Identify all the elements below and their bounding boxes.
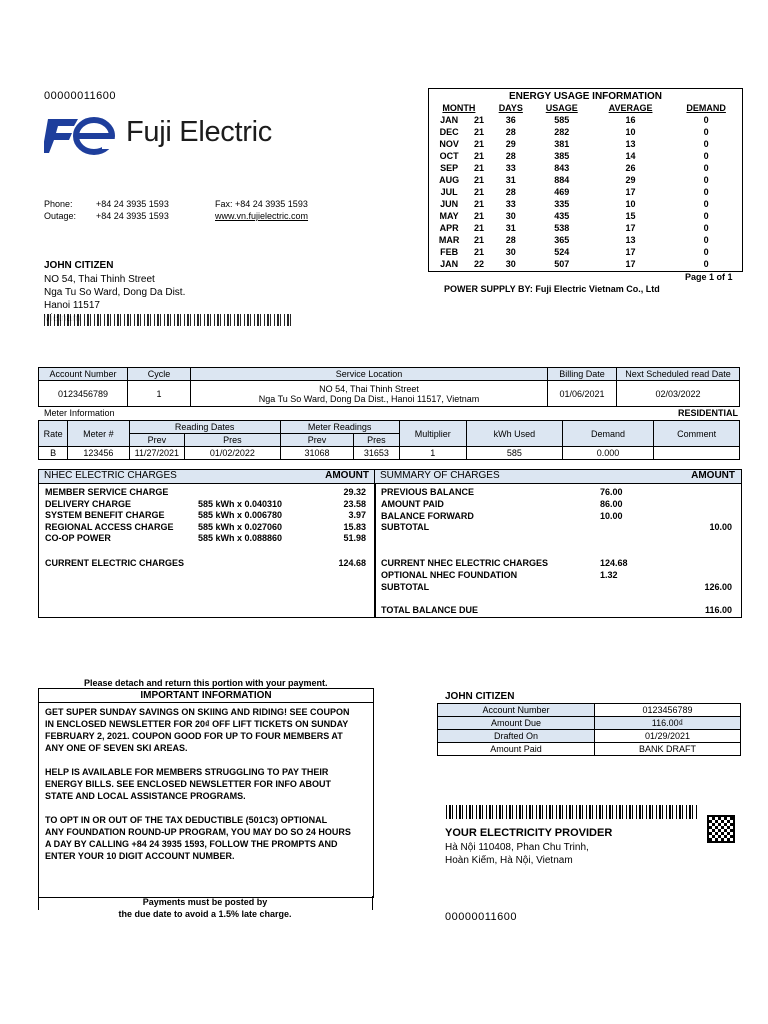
meter-info-label: Meter Information — [44, 408, 115, 418]
subtotal-1-value: 10.00 — [709, 522, 732, 532]
col-month: MONTH — [442, 103, 476, 113]
important-info-assistance — [45, 766, 367, 802]
usage-days: 30 — [505, 211, 516, 221]
fuji-electric-logo-icon — [44, 117, 116, 155]
charge-amount: 15.83 — [343, 521, 366, 532]
usage-row — [429, 150, 742, 162]
comment-value — [654, 447, 740, 460]
subtotal-2-label: SUBTOTAL — [381, 582, 430, 592]
meter-table — [38, 420, 740, 460]
usage-kwh: 585 — [554, 115, 570, 125]
phone-number: +84 24 3935 1593 — [96, 199, 169, 209]
usage-average: 26 — [625, 163, 636, 173]
col-usage: USAGE — [545, 103, 578, 113]
important-info-line: ANY FOUNDATION ROUND-UP PROGRAM, YOU MAY DO SO 24 HOURS — [45, 827, 351, 837]
stub-drafted-value: 01/29/2021 — [595, 730, 741, 743]
service-location: NO 54, Thai Thinh Street Nga Tu So Ward, Dong Da Dist., Hanoi 11517, Vietnam — [191, 381, 548, 407]
balance-forward-value: 10.00 — [600, 511, 623, 521]
usage-average: 29 — [625, 175, 636, 185]
reading-date-prev: 11/27/2021 — [129, 447, 184, 460]
charge-amount: 3.97 — [348, 510, 366, 520]
usage-year: 21 — [474, 187, 485, 197]
usage-row — [429, 222, 742, 234]
usage-month: MAY — [439, 211, 459, 221]
hdr-service-location: Service Location — [191, 368, 548, 381]
provider-address-line2: Hoàn Kiếm, Hà Nội, Vietnam — [445, 855, 573, 866]
amount-paid-value: 86.00 — [600, 499, 623, 509]
usage-days: 29 — [505, 139, 516, 149]
usage-kwh: 385 — [554, 151, 570, 161]
electric-charges-amount-header: AMOUNT — [325, 470, 369, 481]
usage-month: OCT — [439, 151, 459, 161]
charge-label: DELIVERY CHARGE — [45, 498, 132, 509]
next-read-date: 02/03/2022 — [617, 381, 740, 407]
important-info-line: TO OPT IN OR OUT OF THE TAX DEDUCTIBLE (501C3) OPTIONAL — [45, 815, 328, 825]
document-number-bottom: 00000011600 — [445, 911, 517, 923]
usage-days: 31 — [505, 175, 516, 185]
hdr-meter-no: Meter # — [68, 421, 129, 447]
summary-amount-header: AMOUNT — [691, 470, 735, 481]
charge-calc: 585 kWh x 0.040310 — [198, 498, 283, 509]
hdr-meter-readings: Meter Readings — [280, 421, 399, 434]
usage-year: 21 — [474, 127, 485, 137]
hdr-reading-dates: Reading Dates — [129, 421, 280, 434]
usage-days: 28 — [505, 235, 516, 245]
usage-days: 28 — [505, 151, 516, 161]
usage-row — [429, 174, 742, 186]
usage-row — [429, 198, 742, 210]
qr-code-icon — [707, 815, 735, 843]
hdr-demand: Demand — [562, 421, 654, 447]
usage-days: 30 — [505, 247, 516, 257]
usage-kwh: 282 — [554, 127, 570, 137]
usage-row — [429, 234, 742, 246]
reading-pres: 31653 — [354, 447, 399, 460]
meter-number: 123456 — [68, 447, 129, 460]
hdr-kwh-used: kWh Used — [467, 421, 563, 447]
charge-calc: 585 kWh x 0.027060 — [198, 521, 283, 532]
usage-month: JAN — [440, 259, 459, 269]
energy-usage-title: ENERGY USAGE INFORMATION — [509, 91, 662, 102]
stub-account-label: Account Number — [438, 704, 595, 717]
usage-month: NOV — [439, 139, 459, 149]
current-nhec-value: 124.68 — [600, 558, 628, 568]
important-info-line: ANY ONE OF SEVEN SKI AREAS. — [45, 743, 188, 753]
usage-days: 36 — [505, 115, 516, 125]
divider-right — [372, 896, 373, 910]
usage-row — [429, 246, 742, 258]
usage-kwh: 365 — [554, 235, 570, 245]
usage-average: 15 — [625, 211, 636, 221]
usage-year: 21 — [474, 175, 485, 185]
customer-name: JOHN CITIZEN — [44, 260, 114, 271]
summary-title: SUMMARY OF CHARGES — [380, 470, 500, 481]
usage-kwh: 507 — [554, 259, 570, 269]
usage-year: 21 — [474, 199, 485, 209]
usage-demand: 0 — [703, 139, 709, 149]
document-number-top: 00000011600 — [44, 90, 116, 102]
usage-kwh: 538 — [554, 223, 570, 233]
usage-average: 13 — [625, 139, 636, 149]
usage-row — [429, 114, 742, 126]
energy-usage-table — [429, 102, 742, 270]
usage-row — [429, 126, 742, 138]
hdr-billing-date: Billing Date — [548, 368, 617, 381]
charge-label: CO-OP POWER — [45, 533, 111, 543]
usage-average: 17 — [625, 247, 636, 257]
usage-kwh: 843 — [554, 163, 570, 173]
rate-value: B — [39, 447, 68, 460]
balance-forward-label: BALANCE FORWARD — [381, 511, 474, 521]
usage-demand: 0 — [703, 151, 709, 161]
usage-demand: 0 — [703, 235, 709, 245]
important-info-line: FEBRUARY 2, 2021. COUPON GOOD FOR UP TO FOUR MEMBERS AT — [45, 731, 343, 741]
usage-month: APR — [439, 223, 459, 233]
amount-paid-label: AMOUNT PAID — [381, 499, 444, 509]
brand-name: Fuji Electric — [126, 116, 272, 148]
customer-address-line1: NO 54, Thai Thinh Street — [44, 274, 155, 285]
usage-average: 13 — [625, 235, 636, 245]
payment-note-1: Payments must be posted by — [142, 897, 268, 907]
payment-note-2: the due date to avoid a 1.5% late charge. — [118, 909, 292, 919]
usage-year: 21 — [474, 151, 485, 161]
hdr-comment: Comment — [654, 421, 740, 447]
provider-barcode — [446, 805, 698, 819]
usage-kwh: 435 — [554, 211, 570, 221]
usage-days: 33 — [505, 199, 516, 209]
important-info-title: IMPORTANT INFORMATION — [39, 689, 373, 703]
usage-year: 21 — [474, 115, 485, 125]
account-number: 0123456789 — [39, 381, 128, 407]
reading-date-pres: 01/02/2022 — [185, 447, 281, 460]
account-table — [38, 367, 740, 407]
usage-month: JUL — [440, 187, 458, 197]
charge-amount: 51.98 — [343, 533, 366, 543]
important-info-line: ENERGY BILLS. SEE ENCLOSED NEWSLETTER FOR INFO ABOUT — [45, 779, 332, 789]
fax-number: Fax: +84 24 3935 1593 — [215, 199, 308, 209]
stub-account-value: 0123456789 — [595, 704, 741, 717]
provider-address-line1: Hà Nội 110408, Phan Chu Trinh, — [445, 842, 589, 853]
optional-foundation-value: 1.32 — [600, 570, 618, 580]
electric-charges-title: NHEC ELECTRIC CHARGES — [44, 470, 177, 481]
usage-demand: 0 — [703, 175, 709, 185]
usage-kwh: 381 — [554, 139, 570, 149]
important-info-ski — [45, 706, 367, 754]
usage-kwh: 335 — [554, 199, 570, 209]
usage-average: 17 — [625, 187, 636, 197]
important-info-line: HELP IS AVAILABLE FOR MEMBERS STRUGGLING TO PAY THEIR — [45, 767, 329, 777]
charge-label: REGIONAL ACCESS CHARGE — [45, 521, 174, 532]
usage-average: 14 — [625, 151, 636, 161]
charge-calc: 585 kWh x 0.088860 — [198, 533, 283, 543]
important-info-line: GET SUPER SUNDAY SAVINGS ON SKIING AND RIDING! SEE COUPON — [45, 707, 350, 717]
total-due-label: TOTAL BALANCE DUE — [381, 605, 479, 615]
cycle-value: 1 — [128, 381, 191, 407]
usage-days: 28 — [505, 127, 516, 137]
stub-customer-name: JOHN CITIZEN — [445, 691, 515, 702]
hdr-rate: Rate — [39, 421, 68, 447]
stub-amount-paid-value: BANK DRAFT — [595, 743, 741, 756]
usage-month: DEC — [439, 127, 459, 137]
usage-kwh: 884 — [554, 175, 570, 185]
current-nhec-label: CURRENT NHEC ELECTRIC CHARGES — [381, 558, 549, 568]
usage-demand: 0 — [703, 259, 709, 269]
usage-year: 22 — [474, 259, 485, 269]
usage-kwh: 469 — [554, 187, 570, 197]
hdr-multiplier: Multiplier — [399, 421, 466, 447]
usage-row — [429, 138, 742, 150]
usage-demand: 0 — [703, 163, 709, 173]
stub-amount-paid-label: Amount Paid — [438, 743, 595, 756]
customer-address-line2: Nga Tu So Ward, Dong Da Dist. — [44, 287, 186, 298]
usage-month: SEP — [440, 163, 459, 173]
charge-label: MEMBER SERVICE CHARGE — [45, 487, 169, 497]
usage-days: 31 — [505, 223, 516, 233]
usage-average: 17 — [625, 223, 636, 233]
outage-label: Outage: — [44, 211, 77, 221]
usage-average: 16 — [625, 115, 636, 125]
demand-value: 0.000 — [562, 447, 654, 460]
stub-amount-due-label: Amount Due — [438, 717, 595, 730]
current-charges-label: CURRENT ELECTRIC CHARGES — [45, 558, 185, 568]
website-link[interactable]: www.vn.fujielectric.com — [215, 211, 309, 221]
reading-prev: 31068 — [280, 447, 354, 460]
important-info-line: STATE AND LOCAL ASSISTANCE PROGRAMS. — [45, 791, 246, 801]
previous-balance-label: PREVIOUS BALANCE — [381, 487, 475, 497]
usage-year: 21 — [474, 211, 485, 221]
usage-month: JUN — [440, 199, 459, 209]
power-supply-note: POWER SUPPLY BY: Fuji Electric Vietnam Co., Ltd — [444, 284, 660, 294]
usage-row — [429, 210, 742, 222]
total-due-value: 116.00 — [704, 605, 732, 615]
usage-demand: 0 — [703, 223, 709, 233]
usage-demand: 0 — [703, 187, 709, 197]
multiplier-value: 1 — [399, 447, 466, 460]
usage-year: 21 — [474, 247, 485, 257]
col-days: DAYS — [498, 103, 523, 113]
usage-month: MAR — [438, 235, 460, 245]
usage-average: 10 — [625, 199, 636, 209]
usage-demand: 0 — [703, 115, 709, 125]
customer-address-line3: Hanoi 11517 — [44, 300, 100, 311]
phone-label: Phone: — [44, 199, 73, 209]
charge-calc: 585 kWh x 0.006780 — [198, 510, 283, 520]
usage-year: 21 — [474, 139, 485, 149]
subtotal-2-value: 126.00 — [704, 582, 732, 592]
important-info-line: ENTER YOUR 10 DIGIT ACCOUNT NUMBER. — [45, 851, 235, 861]
usage-row — [429, 258, 742, 270]
current-charges-amount: 124.68 — [338, 558, 366, 568]
charge-amount: 29.32 — [343, 487, 366, 497]
usage-year: 21 — [474, 163, 485, 173]
usage-month: AUG — [439, 175, 460, 185]
usage-year: 21 — [474, 223, 485, 233]
usage-average: 17 — [625, 259, 636, 269]
provider-title: YOUR ELECTRICITY PROVIDER — [445, 827, 613, 839]
energy-usage-panel — [428, 88, 743, 272]
hdr-date-pres: Pres — [185, 434, 281, 447]
usage-demand: 0 — [703, 127, 709, 137]
stub-drafted-label: Drafted On — [438, 730, 595, 743]
detach-note: Please detach and return this portion with your payment. — [84, 678, 328, 688]
important-info-line: A DAY BY CALLING +84 24 3935 1593, FOLLOW THE PROMPTS AND — [45, 839, 338, 849]
outage-number: +84 24 3935 1593 — [96, 211, 169, 221]
postal-barcode — [44, 314, 294, 326]
subtotal-1-label: SUBTOTAL — [381, 522, 430, 532]
usage-days: 30 — [505, 259, 516, 269]
charge-label: SYSTEM BENEFIT CHARGE — [45, 510, 165, 520]
important-info-panel — [38, 688, 374, 898]
charge-amount: 23.58 — [343, 498, 366, 509]
page-indicator: Page 1 of 1 — [685, 272, 733, 282]
important-info-foundation — [45, 814, 367, 862]
hdr-cycle: Cycle — [128, 368, 191, 381]
kwh-used-value: 585 — [467, 447, 563, 460]
usage-demand: 0 — [703, 211, 709, 221]
hdr-read-pres: Pres — [354, 434, 399, 447]
usage-month: JAN — [440, 115, 459, 125]
col-demand: DEMAND — [686, 103, 726, 113]
usage-days: 28 — [505, 187, 516, 197]
meter-type: RESIDENTIAL — [678, 408, 739, 418]
hdr-read-prev: Prev — [280, 434, 354, 447]
usage-kwh: 524 — [554, 247, 570, 257]
col-average: AVERAGE — [608, 103, 653, 113]
hdr-account-number: Account Number — [39, 368, 128, 381]
usage-demand: 0 — [703, 247, 709, 257]
stub-amount-due-value: 116.00₫ — [595, 717, 741, 730]
important-info-line: IN ENCLOSED NEWSLETTER FOR 20₫ OFF LIFT TICKETS ON SUNDAY — [45, 719, 349, 729]
usage-average: 10 — [625, 127, 636, 137]
usage-row — [429, 162, 742, 174]
usage-row — [429, 186, 742, 198]
usage-month: FEB — [440, 247, 459, 257]
usage-days: 33 — [505, 163, 516, 173]
previous-balance-value: 76.00 — [600, 487, 623, 497]
optional-foundation-label: OPTIONAL NHEC FOUNDATION — [381, 570, 518, 580]
billing-date: 01/06/2021 — [548, 381, 617, 407]
usage-year: 21 — [474, 235, 485, 245]
hdr-date-prev: Prev — [129, 434, 184, 447]
hdr-next-read: Next Scheduled read Date — [617, 368, 740, 381]
payment-stub-table — [437, 703, 741, 756]
usage-demand: 0 — [703, 199, 709, 209]
